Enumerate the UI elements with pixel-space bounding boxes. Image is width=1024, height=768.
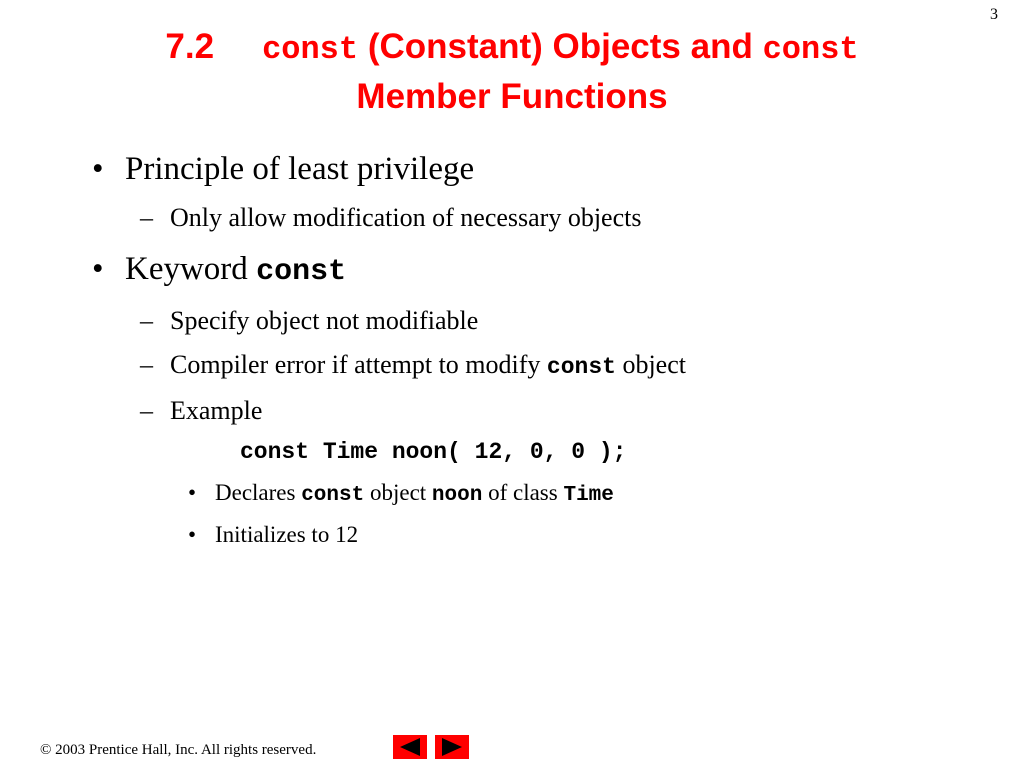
bullet-marker: • <box>92 151 104 187</box>
title-keyword-const: const <box>262 31 359 68</box>
title-middle: (Constant) Objects and <box>367 27 753 66</box>
sub-bullet-example <box>140 396 262 426</box>
slide-title-line2: Member Functions <box>356 77 668 116</box>
code-time: Time <box>563 484 614 507</box>
sub-bullet-text: Example <box>170 396 263 425</box>
bullet-code-const: const <box>256 255 347 289</box>
dash-marker: – <box>140 203 153 232</box>
footer-copyright: © 2003 Prentice Hall, Inc. All rights reserved. <box>40 742 317 758</box>
sub-sub-bullet-text-3: of class <box>488 480 558 505</box>
sub-bullet-text: Only allow modification of necessary objects <box>170 203 642 232</box>
bullet-principle <box>92 151 474 187</box>
slide-title <box>0 28 1024 69</box>
sub-bullet-text-end: object <box>622 350 686 379</box>
sub-bullet-text: Specify object not modifiable <box>170 306 479 335</box>
title-keyword-const-2: const <box>762 31 859 68</box>
sub-bullet-compiler-error <box>140 350 686 382</box>
bullet-text: Principle of least privilege <box>125 151 475 187</box>
bullet-text: Keyword <box>125 251 248 287</box>
sub-sub-bullet-text: Declares <box>215 480 296 505</box>
section-number: 7.2 <box>165 27 215 66</box>
dash-marker: – <box>140 306 153 335</box>
left-arrow-icon <box>393 735 427 759</box>
bullet-keyword <box>92 251 346 290</box>
page-number: 3 <box>990 6 998 23</box>
bullet-marker: • <box>188 522 197 547</box>
next-slide-button[interactable] <box>435 735 469 759</box>
sub-bullet-modification <box>140 203 641 233</box>
sub-sub-bullet-text: Initializes to 12 <box>215 522 359 547</box>
sub-bullet-code-const: const <box>546 354 616 380</box>
code-const: const <box>301 484 365 507</box>
previous-slide-button[interactable] <box>393 735 427 759</box>
sub-bullet-specify <box>140 306 478 336</box>
dash-marker: – <box>140 350 153 379</box>
bullet-marker: • <box>92 251 104 287</box>
sub-sub-bullet-initializes <box>188 521 358 549</box>
sub-sub-bullet-text-2: object <box>369 480 427 505</box>
right-arrow-icon <box>435 735 469 759</box>
bullet-marker: • <box>188 480 197 505</box>
sub-sub-bullet-declares <box>188 479 614 510</box>
dash-marker: – <box>140 396 153 425</box>
code-noon: noon <box>431 484 483 507</box>
sub-bullet-text: Compiler error if attempt to modify <box>170 350 541 379</box>
code-example: const Time noon( 12, 0, 0 ); <box>240 439 627 465</box>
